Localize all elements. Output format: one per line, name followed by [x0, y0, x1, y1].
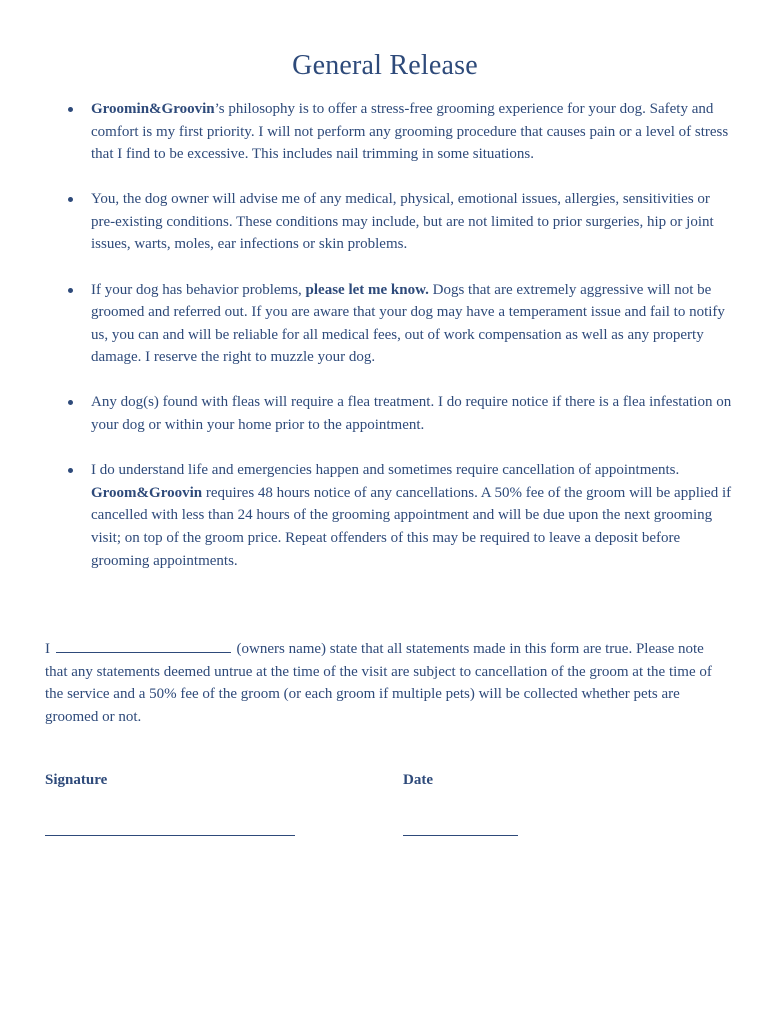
list-item-text: requires 48 hours notice of any cancellations. A 50% fee of the groom will be applied if cancelled with less than 24 hours of the grooming appointment and will be due upon the next grooming visit; on top of the groom price. Repeat offenders of this may be required to leave a deposit before grooming appointments.	[91, 484, 732, 569]
bullet-icon	[68, 400, 73, 405]
list-item-text: Any dog(s) found with fleas will require a flea treatment. I do require notice if there is a flea infestation on your dog or within your home prior to the appointment.	[91, 394, 732, 434]
signature-field[interactable]	[45, 835, 295, 836]
owner-statement	[45, 638, 730, 728]
list-item-fleas	[44, 391, 734, 436]
page-title: General Release	[292, 50, 478, 81]
list-item-text: Dogs that are extremely aggressive will not be groomed and referred out. If you are aware that your dog may have a temperament issue and fail to notify us, you can and will be reliable for all medical fees, out of work compensation as well as any property damage. I reserve the right to muzzle your dog.	[91, 281, 725, 366]
emphasis-text: please let me know.	[305, 281, 429, 298]
list-item-text: If your dog has behavior problems,	[91, 281, 306, 298]
business-name: Groomin&Groovin	[91, 101, 215, 117]
date-label: Date	[403, 772, 433, 788]
list-item-text: You, the dog owner will advise me of any medical, physical, emotional issues, allergies, sensitivities or pre-existing conditions. These conditions may include, but are not limited to prior surgeries, hip or joint issues, warts, moles, ear infections or skin problems.	[91, 191, 714, 253]
list-item-text: I do understand life and emergencies happen and sometimes require cancellation of appointments.	[91, 462, 680, 479]
list-item-behavior	[44, 279, 734, 369]
date-field[interactable]	[403, 835, 518, 836]
owner-name-field[interactable]	[56, 638, 231, 653]
bullet-icon	[68, 468, 73, 473]
statement-text: (owners name) state that all statements made in this form are true. Please note that any statements deemed untrue at the time of the visit are subject to cancellation of the groom at the time of the service and a 50% fee of the groom (or each groom if multiple pets) will be collected whether pets are groomed or not.	[45, 641, 712, 725]
release-terms-list	[44, 98, 734, 595]
statement-prefix: I	[45, 641, 50, 657]
signature-label: Signature	[45, 772, 108, 788]
bullet-icon	[68, 107, 73, 112]
bullet-icon	[68, 197, 73, 202]
bullet-icon	[68, 288, 73, 293]
list-item-medical	[44, 188, 734, 256]
list-item-text: ’s philosophy is to offer a stress-free grooming experience for your dog. Safety and comfort is my first priority. I will not perform any grooming procedure that causes pain or a level of stress that I find to be excessive. This includes nail trimming in some situations.	[91, 101, 729, 163]
list-item-philosophy	[44, 98, 734, 166]
list-item-cancellation	[44, 459, 734, 572]
business-name: Groom&Groovin	[91, 484, 203, 501]
